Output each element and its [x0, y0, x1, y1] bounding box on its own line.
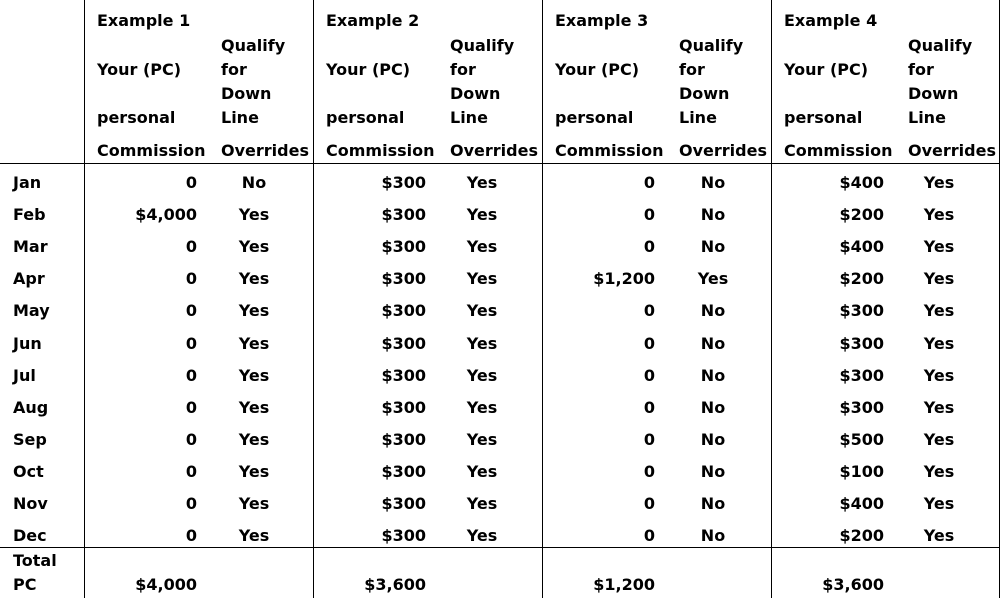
- qualify-cell: Yes: [923, 398, 955, 417]
- column-divider: [542, 0, 543, 598]
- qualify-cell: No: [700, 494, 726, 513]
- qualify-cell: Yes: [697, 269, 729, 288]
- qualify-cell: No: [241, 173, 267, 192]
- pc-amount-cell: $300: [381, 269, 426, 288]
- qualify-cell: No: [700, 430, 726, 449]
- pc-column-header: Your (PC): [784, 60, 869, 79]
- total-label: Total: [13, 551, 57, 570]
- qualify-column-header: Overrides: [450, 141, 538, 160]
- pc-amount-cell: 0: [185, 494, 197, 513]
- pc-amount-cell: $300: [381, 366, 426, 385]
- pc-amount-cell: $4,000: [135, 205, 197, 224]
- qualify-column-header: Qualify: [221, 36, 286, 55]
- pc-amount-cell: 0: [185, 269, 197, 288]
- month-label: Jan: [13, 173, 42, 192]
- qualify-column-header: Qualify: [679, 36, 744, 55]
- qualify-cell: Yes: [238, 269, 270, 288]
- qualify-column-header: Line: [679, 108, 717, 127]
- qualify-cell: Yes: [238, 398, 270, 417]
- qualify-cell: No: [700, 526, 726, 545]
- qualify-cell: Yes: [923, 366, 955, 385]
- qualify-cell: No: [700, 462, 726, 481]
- pc-amount-cell: $400: [839, 494, 884, 513]
- qualify-cell: Yes: [923, 237, 955, 256]
- pc-amount-cell: $300: [381, 494, 426, 513]
- qualify-cell: Yes: [466, 366, 498, 385]
- qualify-cell: Yes: [923, 462, 955, 481]
- month-label: Oct: [13, 462, 44, 481]
- qualify-cell: Yes: [923, 269, 955, 288]
- pc-amount-cell: $500: [839, 430, 884, 449]
- qualify-column-header: Line: [450, 108, 488, 127]
- qualify-cell: Yes: [923, 301, 955, 320]
- qualify-column-header: Down: [221, 84, 272, 103]
- qualify-cell: No: [700, 334, 726, 353]
- qualify-column-header: Overrides: [679, 141, 767, 160]
- month-label: Jul: [13, 366, 36, 385]
- qualify-cell: No: [700, 173, 726, 192]
- pc-amount-cell: 0: [185, 430, 197, 449]
- pc-amount-cell: 0: [643, 334, 655, 353]
- pc-amount-cell: $300: [839, 334, 884, 353]
- qualify-cell: Yes: [238, 462, 270, 481]
- qualify-cell: Yes: [466, 334, 498, 353]
- pc-column-header: Commission: [784, 141, 893, 160]
- example-title: Example 2: [326, 11, 420, 30]
- pc-amount-cell: $100: [839, 462, 884, 481]
- qualify-cell: Yes: [466, 237, 498, 256]
- total-amount-cell: $4,000: [135, 575, 197, 594]
- example-title: Example 4: [784, 11, 878, 30]
- qualify-cell: Yes: [238, 301, 270, 320]
- pc-amount-cell: $300: [381, 301, 426, 320]
- qualify-column-header: Qualify: [450, 36, 515, 55]
- pc-amount-cell: $200: [839, 205, 884, 224]
- qualify-cell: Yes: [238, 526, 270, 545]
- qualify-cell: Yes: [238, 494, 270, 513]
- qualify-cell: Yes: [238, 334, 270, 353]
- pc-amount-cell: $1,200: [593, 269, 655, 288]
- qualify-column-header: for: [450, 60, 476, 79]
- pc-amount-cell: 0: [185, 334, 197, 353]
- qualify-cell: Yes: [466, 269, 498, 288]
- pc-column-header: Commission: [326, 141, 435, 160]
- pc-amount-cell: 0: [643, 526, 655, 545]
- qualify-column-header: Down: [908, 84, 959, 103]
- month-label: Nov: [13, 494, 48, 513]
- pc-amount-cell: 0: [643, 173, 655, 192]
- qualify-cell: Yes: [466, 398, 498, 417]
- pc-amount-cell: $200: [839, 526, 884, 545]
- column-divider: [84, 0, 85, 598]
- qualify-cell: Yes: [238, 237, 270, 256]
- column-divider: [771, 0, 772, 598]
- pc-amount-cell: 0: [643, 398, 655, 417]
- qualify-column-header: Down: [450, 84, 501, 103]
- pc-amount-cell: 0: [185, 173, 197, 192]
- pc-amount-cell: $300: [381, 526, 426, 545]
- pc-amount-cell: 0: [643, 494, 655, 513]
- qualify-cell: Yes: [923, 173, 955, 192]
- qualify-cell: No: [700, 205, 726, 224]
- qualify-cell: Yes: [466, 173, 498, 192]
- qualify-column-header: Down: [679, 84, 730, 103]
- total-amount-cell: $1,200: [593, 575, 655, 594]
- total-divider: [0, 547, 1000, 548]
- qualify-cell: Yes: [923, 526, 955, 545]
- pc-amount-cell: 0: [185, 398, 197, 417]
- pc-column-header: Your (PC): [97, 60, 182, 79]
- pc-amount-cell: 0: [643, 366, 655, 385]
- month-label: Feb: [13, 205, 46, 224]
- pc-amount-cell: $300: [381, 205, 426, 224]
- qualify-cell: Yes: [466, 301, 498, 320]
- qualify-column-header: Line: [221, 108, 259, 127]
- example-title: Example 3: [555, 11, 649, 30]
- pc-column-header: Commission: [555, 141, 664, 160]
- month-label: Jun: [13, 334, 42, 353]
- qualify-column-header: Qualify: [908, 36, 973, 55]
- pc-amount-cell: $200: [839, 269, 884, 288]
- qualify-cell: No: [700, 237, 726, 256]
- column-divider: [313, 0, 314, 598]
- pc-amount-cell: 0: [643, 462, 655, 481]
- qualify-column-header: Overrides: [908, 141, 996, 160]
- qualify-cell: No: [700, 398, 726, 417]
- qualify-cell: Yes: [466, 494, 498, 513]
- pc-column-header: personal: [784, 108, 863, 127]
- example-title: Example 1: [97, 11, 191, 30]
- header-divider: [0, 163, 1000, 164]
- pc-amount-cell: 0: [643, 430, 655, 449]
- qualify-cell: No: [700, 366, 726, 385]
- pc-amount-cell: $300: [381, 237, 426, 256]
- pc-column-header: personal: [555, 108, 634, 127]
- pc-amount-cell: $300: [381, 334, 426, 353]
- total-label: PC: [13, 575, 37, 594]
- qualify-cell: Yes: [923, 430, 955, 449]
- qualify-cell: No: [700, 301, 726, 320]
- pc-column-header: Commission: [97, 141, 206, 160]
- pc-amount-cell: 0: [185, 237, 197, 256]
- month-label: Aug: [13, 398, 49, 417]
- qualify-column-header: for: [679, 60, 705, 79]
- pc-amount-cell: 0: [643, 237, 655, 256]
- pc-amount-cell: $300: [381, 430, 426, 449]
- pc-amount-cell: $400: [839, 173, 884, 192]
- qualify-cell: Yes: [466, 526, 498, 545]
- qualify-column-header: Overrides: [221, 141, 309, 160]
- month-label: Apr: [13, 269, 45, 288]
- pc-amount-cell: $300: [381, 398, 426, 417]
- month-label: Sep: [13, 430, 47, 449]
- pc-amount-cell: 0: [185, 462, 197, 481]
- qualify-cell: Yes: [238, 430, 270, 449]
- qualify-cell: Yes: [466, 462, 498, 481]
- pc-amount-cell: $300: [839, 366, 884, 385]
- qualify-column-header: for: [908, 60, 934, 79]
- month-label: Dec: [13, 526, 47, 545]
- pc-column-header: Your (PC): [326, 60, 411, 79]
- pc-amount-cell: 0: [185, 366, 197, 385]
- qualify-cell: Yes: [923, 334, 955, 353]
- pc-column-header: personal: [326, 108, 405, 127]
- qualify-cell: Yes: [923, 205, 955, 224]
- qualify-cell: Yes: [923, 494, 955, 513]
- month-label: May: [13, 301, 50, 320]
- qualify-column-header: for: [221, 60, 247, 79]
- pc-column-header: personal: [97, 108, 176, 127]
- total-amount-cell: $3,600: [822, 575, 884, 594]
- month-label: Mar: [13, 237, 48, 256]
- qualify-column-header: Line: [908, 108, 946, 127]
- pc-amount-cell: 0: [185, 301, 197, 320]
- qualify-cell: Yes: [466, 430, 498, 449]
- total-amount-cell: $3,600: [364, 575, 426, 594]
- qualify-cell: Yes: [238, 205, 270, 224]
- qualify-cell: Yes: [466, 205, 498, 224]
- pc-amount-cell: 0: [643, 301, 655, 320]
- pc-amount-cell: $300: [381, 462, 426, 481]
- pc-amount-cell: 0: [185, 526, 197, 545]
- pc-amount-cell: $300: [381, 173, 426, 192]
- pc-amount-cell: $400: [839, 237, 884, 256]
- pc-amount-cell: 0: [643, 205, 655, 224]
- qualify-cell: Yes: [238, 366, 270, 385]
- pc-amount-cell: $300: [839, 301, 884, 320]
- pc-amount-cell: $300: [839, 398, 884, 417]
- pc-column-header: Your (PC): [555, 60, 640, 79]
